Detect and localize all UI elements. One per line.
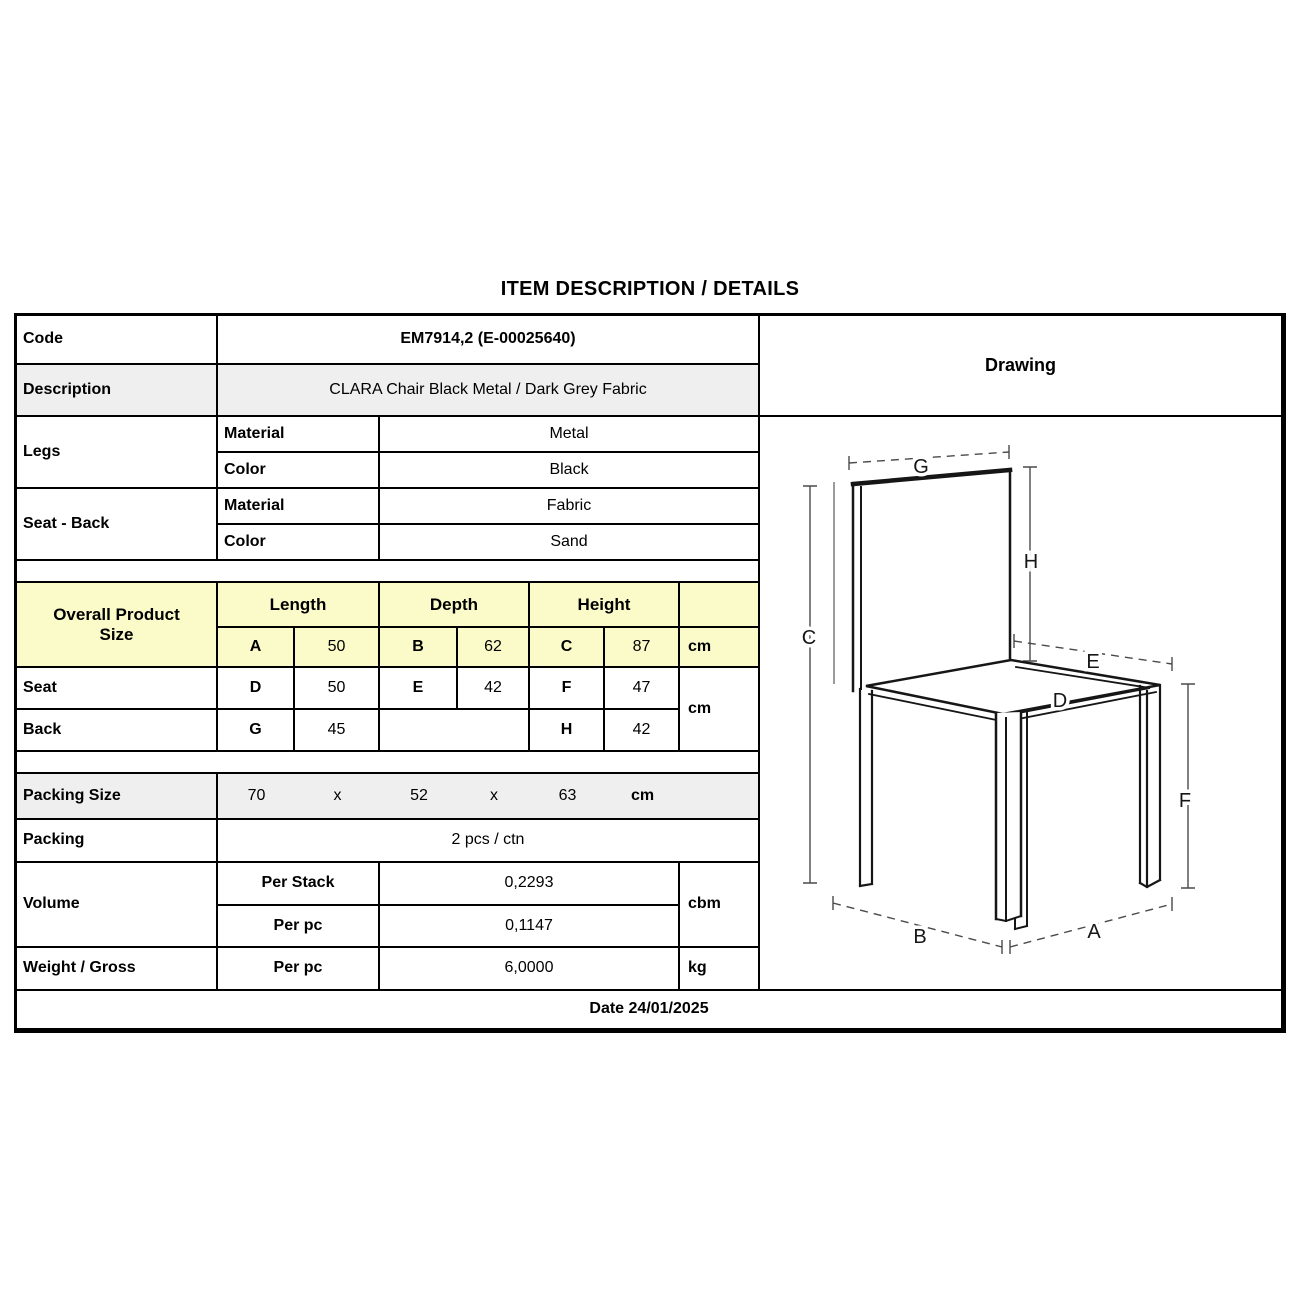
chair-backrest-face [853,470,1010,688]
packing-size-dim1: 70 [247,786,266,804]
length-header: Length [218,583,380,628]
dim-label-g: G [913,456,929,478]
overall-size-label-line1: Overall Product [53,604,180,624]
packing-size-sep1: x [333,786,342,804]
seat-back-color-label: Color [218,525,380,561]
date-row: Date 24/01/2025 [17,991,1283,1030]
code-value: EM7914,2 (E-00025640) [218,316,760,365]
packing-label: Packing [17,820,218,863]
packing-size-sep2: x [490,786,498,804]
packing-size-dim3: 63 [558,786,577,804]
dim-line-g-ticks [849,445,1009,470]
dim-c-key: C [530,628,605,668]
back-row-label: Back [17,710,218,752]
weight-per-pc-value: 6,0000 [380,948,680,991]
weight-gross-label: Weight / Gross [17,948,218,991]
dim-f-value: 47 [605,668,680,710]
seat-back-material-value: Fabric [380,489,760,525]
packing-value: 2 pcs / ctn [218,820,760,863]
packing-size-unit: cm [630,786,655,804]
dim-label-b: B [913,926,927,948]
legs-material-label: Material [218,417,380,453]
dim-g-key: G [218,710,295,752]
packing-size-values-grid [218,787,758,805]
chair-right-leg [1140,685,1160,887]
dim-f-key: F [530,668,605,710]
dim-h-value: 42 [605,710,680,752]
chair-front-leg-face [996,712,1021,921]
page-title: ITEM DESCRIPTION / DETAILS [500,278,800,300]
volume-per-pc-value: 0,1147 [380,906,680,948]
dim-b-key: B [380,628,458,668]
volume-per-stack-value: 0,2293 [380,863,680,906]
spacer-row-1 [17,561,760,583]
dim-a-key: A [218,628,295,668]
dim-e-value: 42 [458,668,530,710]
dim-d-value: 50 [295,668,380,710]
dim-a-value: 50 [295,628,380,668]
description-label: Description [17,365,218,417]
weight-per-pc-label: Per pc [218,948,380,991]
dim-g-value: 45 [295,710,380,752]
legs-label: Legs [17,417,218,489]
spacer-row-2 [17,752,760,774]
seat-row-label: Seat [17,668,218,710]
packing-size-dim2: 52 [410,786,428,804]
legs-color-value: Black [380,453,760,489]
chair-drawing [760,417,1283,991]
code-label: Code [17,316,218,365]
packing-size-label: Packing Size [17,774,218,820]
dim-label-a: A [1087,921,1101,943]
description-value: CLARA Chair Black Metal / Dark Grey Fabric [218,365,760,417]
chair-back-left-leg [860,689,872,886]
dim-d-key: D [218,668,295,710]
legs-color-label: Color [218,453,380,489]
back-row-empty-cell [380,710,530,752]
legs-material-value: Metal [380,417,760,453]
weight-unit: kg [680,948,760,991]
dim-label-e: E [1086,651,1100,673]
height-header: Height [530,583,680,628]
dim-label-h: H [1023,551,1039,573]
dim-label-f: F [1178,790,1192,812]
volume-per-pc-label: Per pc [218,906,380,948]
seat-back-material-label: Material [218,489,380,525]
overall-header-empty-cell [680,583,760,628]
volume-unit: cbm [680,863,760,948]
seat-back-label: Seat - Back [17,489,218,561]
volume-label: Volume [17,863,218,948]
overall-size-label-line2: Size [99,624,134,644]
dim-b-value: 62 [458,628,530,668]
seat-back-rows-unit: cm [680,668,760,752]
overall-size-label [17,583,218,668]
drawing-header: Drawing [760,316,1283,417]
dim-line-g [849,452,1009,463]
dim-label-c: C [801,627,817,649]
dim-c-value: 87 [605,628,680,668]
dim-h-key: H [530,710,605,752]
dim-label-d: D [1052,690,1068,712]
dim-e-key: E [380,668,458,710]
volume-per-stack-label: Per Stack [218,863,380,906]
overall-unit: cm [680,628,760,668]
packing-size-values [218,774,760,820]
depth-header: Depth [380,583,530,628]
seat-back-color-value: Sand [380,525,760,561]
